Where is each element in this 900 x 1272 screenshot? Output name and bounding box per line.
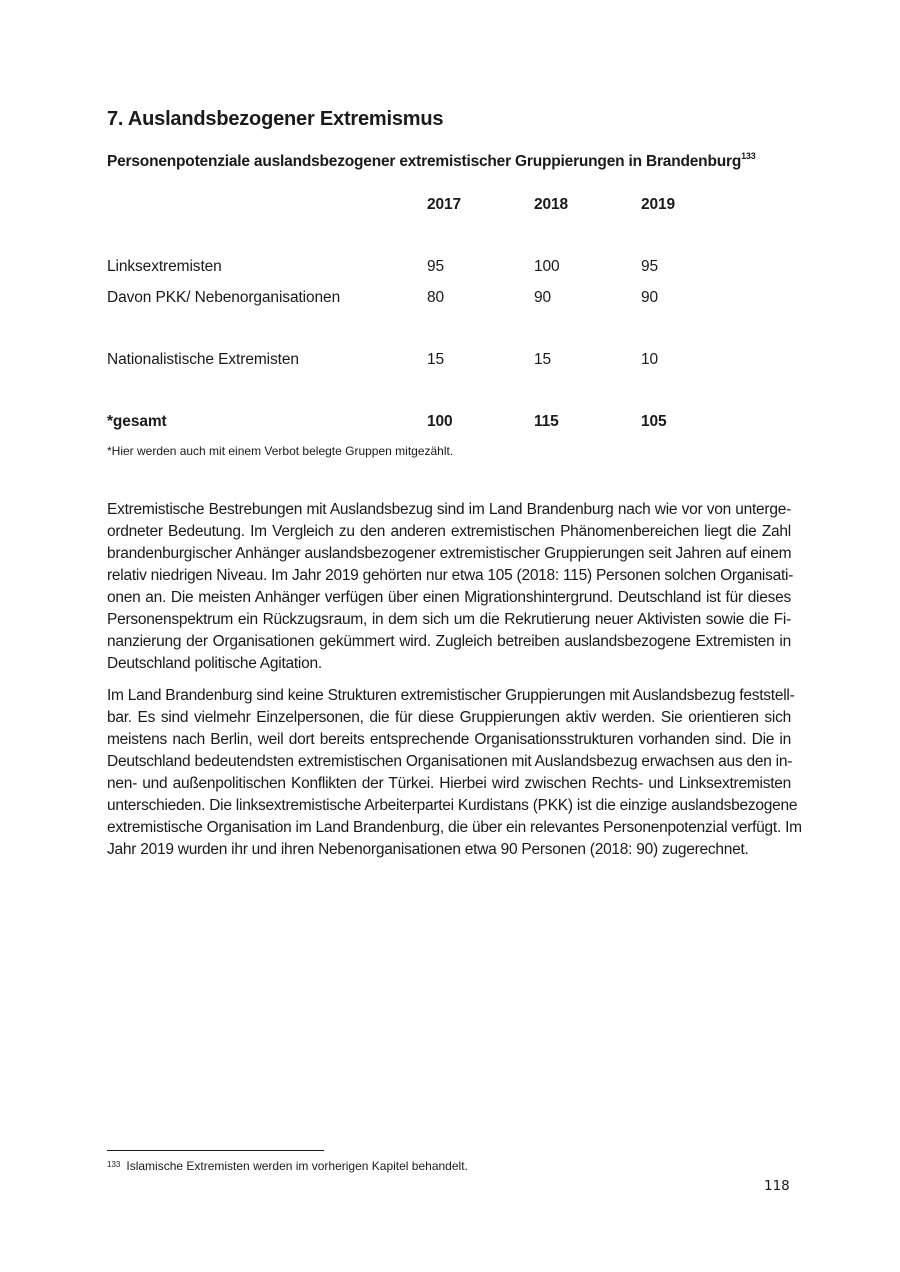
text-line: ordneter Bedeutung. Im Vergleich zu den anderen extremistischen Phänomenbereichen liegt die Zahl [107, 523, 791, 540]
text-line: Extremistische Bestrebungen mit Auslandsbezug sind im Land Brandenburg nach wie vor von unterge- [107, 501, 791, 518]
text-line: unterschieden. Die linksextremistische Arbeiterpartei Kurdistans (PKK) ist die einzige auslandsbezogene [107, 797, 798, 814]
text-line: Personenspektrum ein Rückzugsraum, in dem sich um die Rekrutierung neuer Aktivisten sowie die Fi- [107, 611, 791, 628]
footnote-divider [107, 1150, 324, 1151]
chapter-title: 7. Auslandsbezogener Extremismus [107, 108, 444, 130]
page-number: 118 [764, 1178, 790, 1194]
table-title [107, 152, 756, 171]
footnote-number: 133 [107, 1160, 121, 1169]
text-line: Deutschland politische Agitation. [107, 655, 322, 672]
table-cell: 15 [427, 351, 445, 368]
text-line: Im Land Brandenburg sind keine Strukturen extremistischer Gruppierungen mit Auslandsbezug feststell- [107, 687, 795, 704]
table-row-label: Nationalistische Extremisten [107, 351, 299, 368]
table-total-cell: 105 [641, 413, 667, 430]
table-row-label: Linksextremisten [107, 258, 222, 275]
table-title-text: Personenpotenziale auslandsbezogener extremistischer Gruppierungen in Brandenburg [107, 153, 742, 171]
text-line: meistens nach Berlin, weil dort bereits entsprechende Organisationsstrukturen vorhanden sind. Die in [107, 731, 791, 748]
table-total-cell: 100 [427, 413, 453, 430]
table-total-cell: 115 [534, 413, 559, 430]
text-line: relativ niedrigen Niveau. Im Jahr 2019 gehörten nur etwa 105 (2018: 115) Personen solchen Organisati- [107, 567, 794, 584]
year-header-2018: 2018 [534, 196, 569, 213]
text-line: brandenburgischer Anhänger auslandsbezogener extremistischer Gruppierungen seit Jahren auf einem [107, 545, 792, 562]
table-note: *Hier werden auch mit einem Verbot belegte Gruppen mitgezählt. [107, 444, 454, 458]
footnote [107, 1159, 468, 1173]
text-line: nen- und außenpolitischen Konflikten der Türkei. Hierbei wird zwischen Rechts- und Linksextremisten [107, 775, 791, 792]
text-line: onen an. Die meisten Anhänger verfügen über einen Migrationshintergrund. Deutschland ist für dieses [107, 589, 791, 606]
text-line: extremistische Organisation im Land Brandenburg, die über ein relevantes Personenpotenzial verfügt. Im [107, 819, 802, 836]
year-header-2019: 2019 [641, 196, 676, 213]
table-cell: 10 [641, 351, 659, 368]
table-title-footnote-ref: 133 [741, 151, 756, 161]
body-paragraph-2 [107, 685, 802, 861]
table-total-label: *gesamt [107, 413, 167, 430]
text-line: bar. Es sind vielmehr Einzelpersonen, die für diese Gruppierungen aktiv werden. Sie orientieren sich [107, 709, 791, 726]
table-cell: 100 [534, 258, 560, 275]
text-line: Jahr 2019 wurden ihr und ihren Nebenorganisationen etwa 90 Personen (2018: 90) zugerechnet. [107, 841, 749, 858]
year-header-2017: 2017 [427, 196, 462, 213]
table-cell: 95 [427, 258, 445, 275]
text-line: Deutschland bedeutendsten extremistischen Organisationen mit Auslandsbezug erwachsen aus den in- [107, 753, 793, 770]
table-cell: 90 [641, 289, 659, 306]
footnote-text: Islamische Extremisten werden im vorherigen Kapitel behandelt. [126, 1159, 468, 1173]
table-cell: 15 [534, 351, 552, 368]
text-line: nanzierung der Organisationen gekümmert wird. Zugleich betreiben auslandsbezogene Extremisten in [107, 633, 791, 650]
body-paragraph-1 [107, 499, 794, 675]
table-cell: 95 [641, 258, 659, 275]
table-cell: 90 [534, 289, 552, 306]
table-row-label: Davon PKK/ Nebenorganisationen [107, 289, 341, 306]
table-cell: 80 [427, 289, 445, 306]
